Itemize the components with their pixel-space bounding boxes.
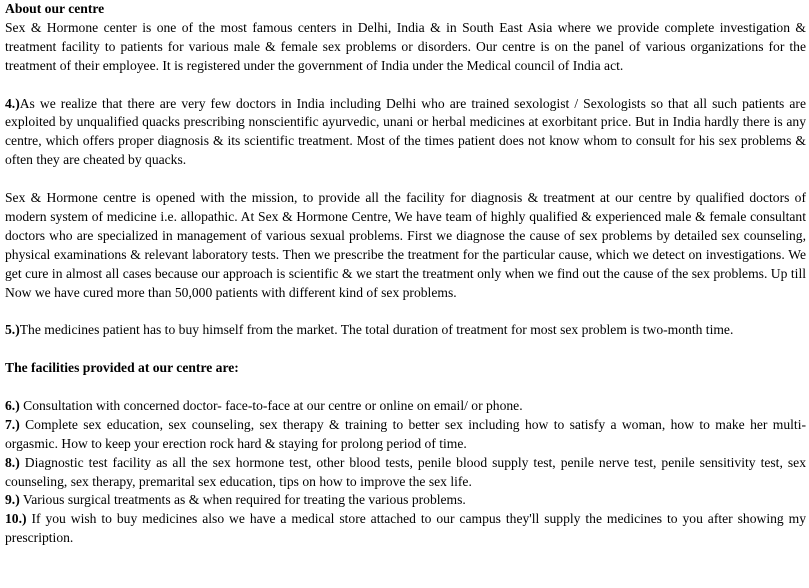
- facilities-heading: The facilities provided at our centre are:: [5, 360, 239, 376]
- intro-paragraph: Sex & Hormone center is one of the most famous centers in Delhi, India & in South East Asia where we provide complete investigation & treatment facility to patients for various male & female sex problems or disorders. Our centre is on the panel of various organizations for the treatment of their employee. It is registered under the government of India under the Medical council of India act.: [5, 19, 806, 73]
- facility-item: [5, 491, 806, 510]
- facility-number: 8.): [5, 454, 20, 470]
- facility-item: [5, 416, 806, 454]
- spacer: [5, 76, 806, 95]
- facility-number: 10.): [5, 511, 27, 527]
- point-text: As we realize that there are very few doctors in India including Delhi who are trained sexologist / Sexologists so that all such patients are exploited by unqualified quacks prescribing nonscientific ayurvedic, unani or herbal medicines at exorbitant price. But in India hardly there is any centre, which offers proper diagnosis & its scientific treatment. Most of the times patient does not know whom to consult for his sex problems & often they are cheated by quacks.: [5, 95, 806, 168]
- facility-text: Consultation with concerned doctor- face-to-face at our centre or online on email/ or phone.: [19, 397, 523, 413]
- spacer: [5, 378, 806, 397]
- facility-text: If you wish to buy medicines also we have a medical store attached to our campus they'll supply the medicines to you after showing my prescription.: [5, 511, 806, 546]
- facility-item: [5, 454, 806, 492]
- facility-number: 6.): [5, 397, 20, 413]
- spacer: [5, 170, 806, 189]
- section-title: About our centre: [5, 1, 105, 16]
- facility-item: [5, 397, 806, 416]
- spacer: [5, 340, 806, 359]
- point-4-paragraph: [5, 95, 806, 171]
- facility-text: Various surgical treatments as & when required for treating the various problems.: [19, 492, 466, 508]
- point-text: The medicines patient has to buy himself from the market. The total duration of treatment for most sex problem is two-month time.: [19, 322, 734, 338]
- point-number: 5.): [5, 322, 20, 338]
- facility-item: [5, 510, 806, 548]
- mission-paragraph: Sex & Hormone centre is opened with the mission, to provide all the facility for diagnosis & treatment at our centre by qualified doctors of modern system of medicine i.e. allopathic. At Sex & Hormone Centre, We have team of highly qualified & experienced male & female consultant doctors who are specialized in management of various sexual problems. First we diagnose the cause of sex problems by detailed sex counseling, physical examinations & relevant laboratory tests. Then we prescribe the treatment for the particular cause, which we detect on investigations. We get cure in almost all cases because our approach is scientific & we start the treatment only when we find out the cause of the sex problems. Up till Now we have cured more than 50,000 patients with different kind of sex problems.: [5, 190, 806, 300]
- facility-text: Diagnostic test facility as all the sex hormone test, other blood tests, penile blood supply test, penile nerve test, penile sensitivity test, sex counseling, sex therapy, premarital sex education, tips on how to improve the sex life.: [5, 454, 806, 489]
- point-number: 4.): [5, 95, 20, 111]
- facility-text: Complete sex education, sex counseling, sex therapy & training to better sex including how to satisfy a woman, how to make her multi-orgasmic. How to keep your erection rock hard & staying for prolong period of time.: [5, 416, 806, 451]
- spacer: [5, 302, 806, 321]
- facilities-list: [5, 397, 806, 548]
- facility-number: 9.): [5, 492, 20, 508]
- point-5-paragraph: [5, 321, 806, 340]
- facility-number: 7.): [5, 416, 20, 432]
